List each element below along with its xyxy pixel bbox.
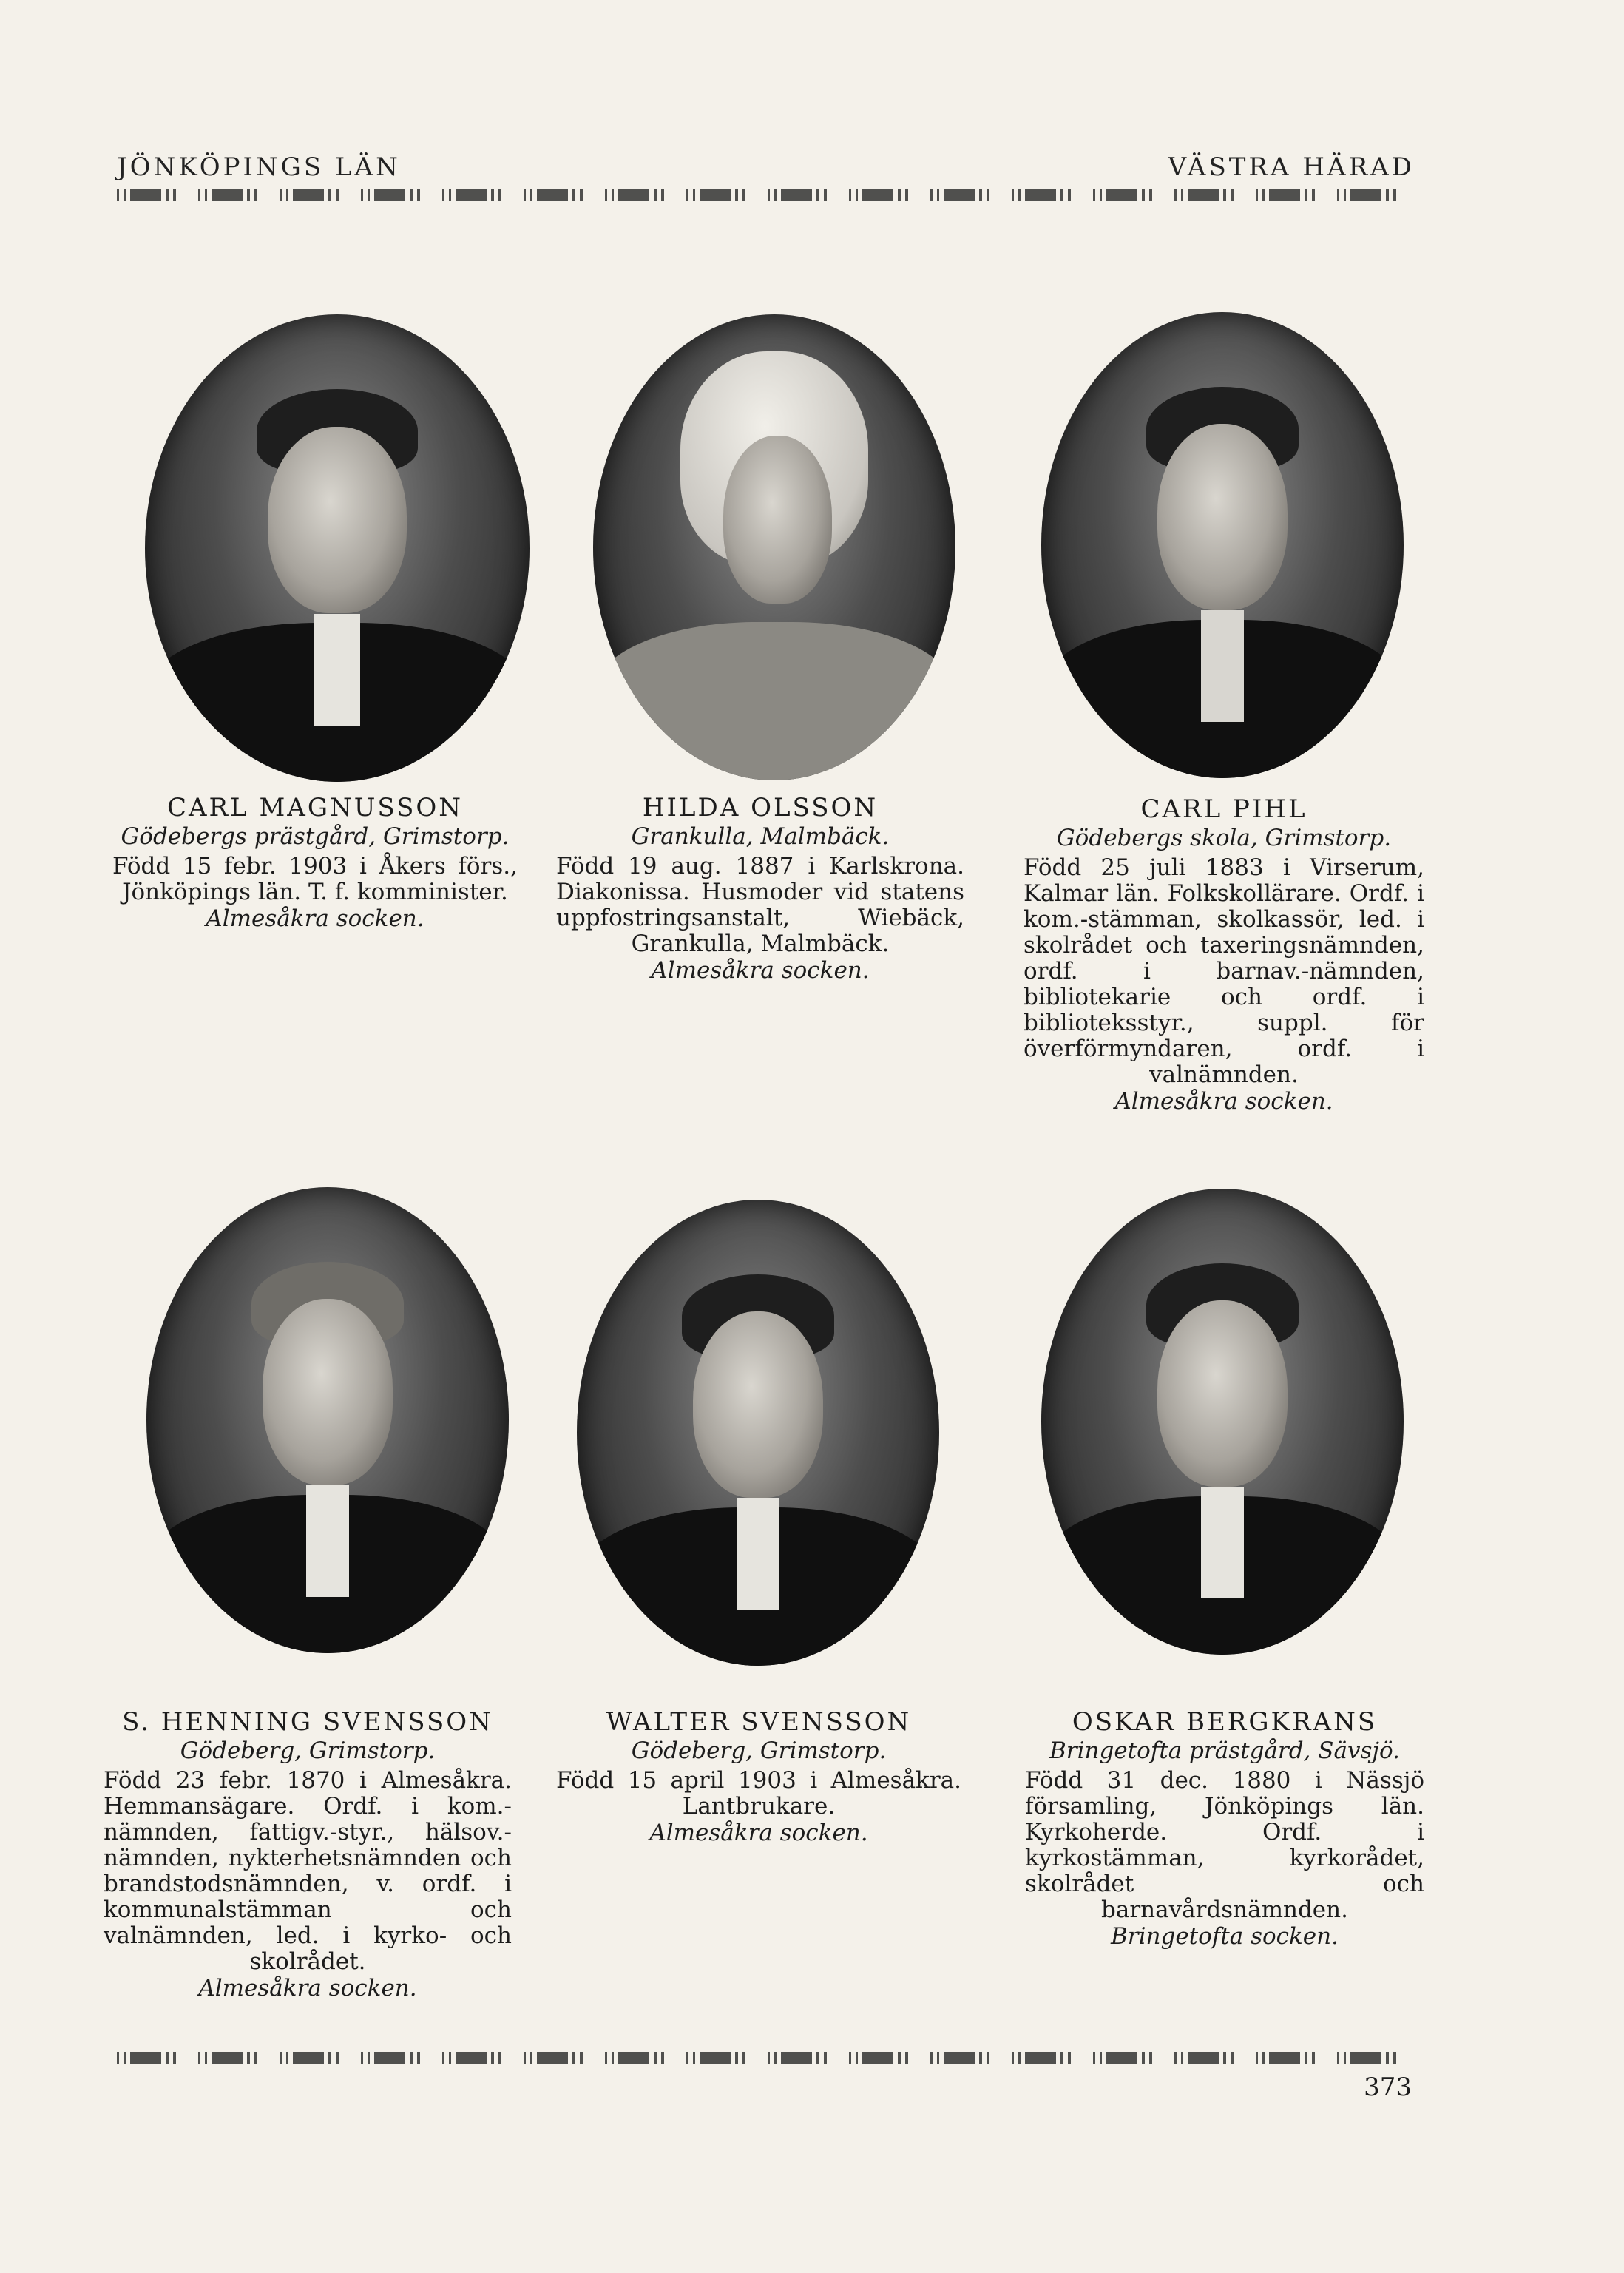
- portrait-carl-pihl: [1041, 312, 1404, 778]
- person-biography: Född 25 juli 1883 i Virserum, Kalmar län. Folkskollärare. Ordf. i kom.-stämman, skolkassör, led. i skolrådet och taxeringsnämnden, ordf. i barnav.-nämnden, bibliotekarie och ordf. i biblioteksstyr., suppl. för överförmyndaren, ordf. i valnämnden.: [1024, 854, 1424, 1088]
- person-residence: Gödebergs skola, Grimstorp.: [1056, 825, 1392, 851]
- person-name: HILDA OLSSON: [642, 793, 879, 823]
- person-residence: Grankulla, Malmbäck.: [631, 823, 890, 850]
- person-name: OSKAR BERGKRANS: [1072, 1707, 1378, 1737]
- portrait-hilda-olsson: [593, 314, 955, 780]
- person-residence: Gödeberg, Grimstorp.: [180, 1737, 436, 1764]
- entry-hilda-olsson: [556, 793, 964, 984]
- entry-oskar-bergkrans: [1025, 1707, 1424, 1950]
- entry-s-henning-svensson: [104, 1707, 512, 2002]
- person-biography: Född 31 dec. 1880 i Nässjö församling, Jönköpings län. Kyrkoherde. Ordf. i kyrkostämman, kyrkorådet, skolrådet och barnavårdsnämnden.: [1025, 1767, 1424, 1923]
- entry-carl-pihl: [1024, 794, 1424, 1115]
- ornamental-rule-bottom: [117, 2052, 1412, 2064]
- person-residence: Bringetofta prästgård, Sävsjö.: [1049, 1737, 1400, 1764]
- portrait-walter-svensson: [577, 1200, 939, 1666]
- person-parish: Almesåkra socken.: [198, 1975, 417, 2002]
- person-residence: Gödebergs prästgård, Grimstorp.: [121, 823, 510, 850]
- person-biography: Född 19 aug. 1887 i Karlskrona. Diakonissa. Husmoder vid statens uppfostringsanstalt, Wiebäck, Grankulla, Malmbäck.: [556, 853, 964, 957]
- person-residence: Gödeberg, Grimstorp.: [631, 1737, 887, 1764]
- running-head-county: JÖNKÖPINGS LÄN: [117, 152, 401, 182]
- person-biography: Född 15 febr. 1903 i Åkers förs., Jönköpings län. T. f. komminister.: [112, 853, 518, 905]
- person-parish: Almesåkra socken.: [1114, 1088, 1333, 1115]
- person-biography: Född 23 febr. 1870 i Almesåkra. Hemmansägare. Ordf. i kom.-nämnden, fattigv.-styr., hälsov.-nämnden, nykterhetsnämnden och brandstodsnämnden, v. ordf. i kommunalstämman och valnämnden, led. i kyrko- och skolrådet.: [104, 1767, 512, 1975]
- person-biography: Född 15 april 1903 i Almesåkra. Lantbrukare.: [556, 1767, 961, 1820]
- person-name: S. HENNING SVENSSON: [122, 1707, 493, 1737]
- entry-carl-magnusson: [112, 793, 518, 932]
- person-parish: Almesåkra socken.: [206, 905, 424, 932]
- person-name: CARL MAGNUSSON: [166, 793, 464, 823]
- portrait-s-henning-svensson: [146, 1187, 509, 1653]
- page-number: 373: [1364, 2073, 1412, 2102]
- running-head-district: VÄSTRA HÄRAD: [1168, 152, 1415, 182]
- person-name: WALTER SVENSSON: [606, 1707, 912, 1737]
- portrait-carl-magnusson: [145, 314, 530, 782]
- person-parish: Bringetofta socken.: [1111, 1923, 1339, 1950]
- ornamental-rule-top: [117, 189, 1412, 201]
- person-parish: Almesåkra socken.: [649, 1820, 868, 1846]
- person-name: CARL PIHL: [1140, 794, 1307, 824]
- portrait-oskar-bergkrans: [1041, 1189, 1404, 1655]
- entry-walter-svensson: [556, 1707, 961, 1846]
- person-parish: Almesåkra socken.: [651, 957, 870, 984]
